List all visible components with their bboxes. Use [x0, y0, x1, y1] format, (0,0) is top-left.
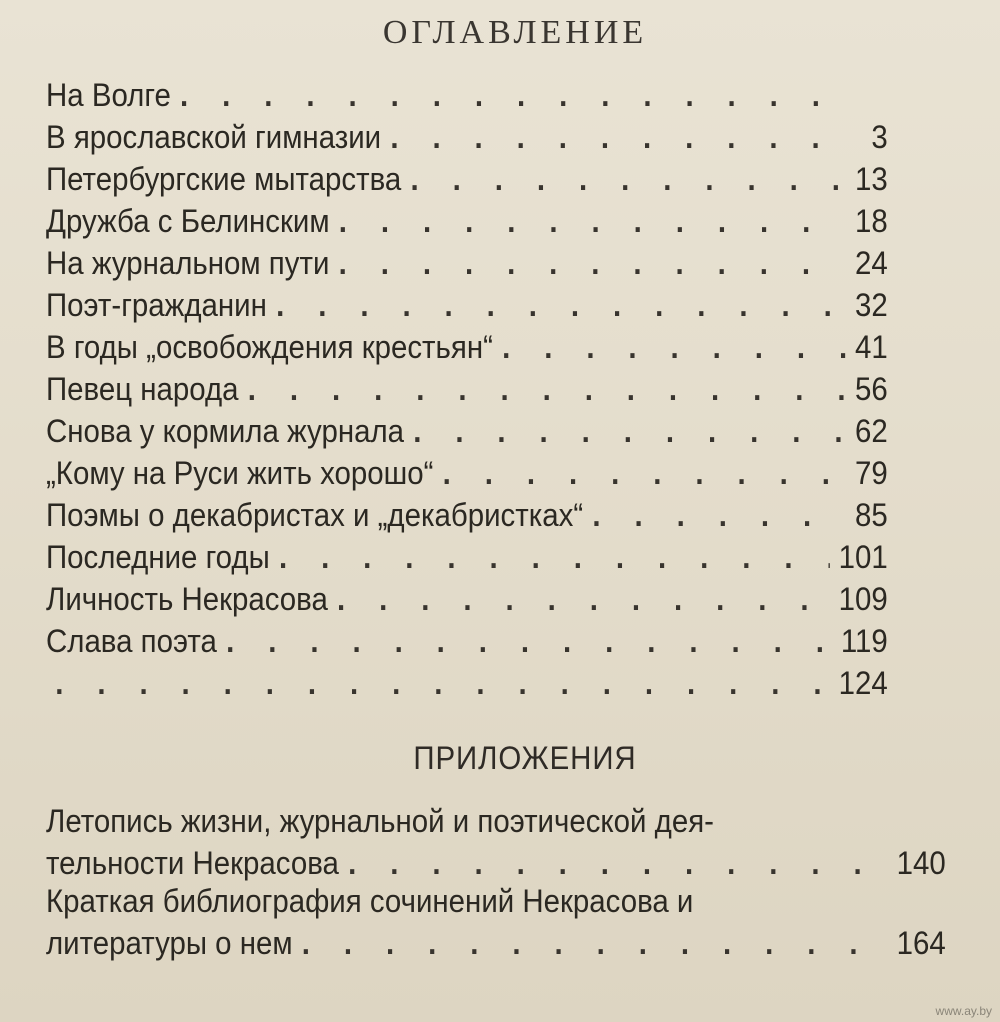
dot-leader: [276, 284, 845, 326]
dot-leader: [226, 620, 832, 662]
toc-row: [46, 410, 888, 452]
toc-row: [46, 116, 888, 158]
dot-leader: [443, 452, 846, 494]
toc-title: Петербургские мытарства: [46, 161, 402, 197]
toc-page: 62: [855, 413, 888, 449]
toc-page: 24: [855, 245, 888, 281]
toc-row: [46, 200, 888, 242]
dot-leader: [339, 200, 846, 242]
table-of-contents: [46, 74, 961, 704]
toc-row: [46, 536, 888, 578]
dot-leader: [411, 158, 846, 200]
dot-leader: [279, 536, 830, 578]
toc-page: 56: [855, 371, 888, 407]
toc-title: Слава поэта: [46, 623, 217, 659]
toc-row: [46, 158, 888, 200]
appendix-page: 140: [896, 845, 946, 881]
toc-page: 85: [855, 497, 888, 533]
dot-leader: [348, 842, 887, 884]
toc-title: Поэт-гражданин: [46, 287, 267, 323]
dot-leader: [55, 662, 829, 704]
appendix-title-line2: [46, 842, 946, 884]
toc-title: „Кому на Руси жить хорошо“: [46, 455, 434, 491]
appendix-title-line1: Краткая библиография сочинений Некрасова и: [46, 883, 694, 919]
toc-title: Последние годы: [46, 539, 270, 575]
dot-leader: [339, 242, 846, 284]
toc-title: В годы „освобождения крестьян“: [46, 329, 493, 365]
appendix-title-line2-text: литературы о нем: [46, 925, 293, 961]
appendix-page: 164: [896, 925, 946, 961]
toc-title: На журнальном пути: [46, 245, 330, 281]
toc-page: 3: [871, 119, 888, 155]
toc-title: На Волге: [46, 77, 171, 113]
toc-title: Поэмы о декабристах и „декабристках“: [46, 497, 584, 533]
toc-row: [46, 620, 888, 662]
dot-leader: [592, 494, 845, 536]
watermark: www.ay.by: [935, 1004, 992, 1018]
toc-row: [46, 326, 888, 368]
toc-page: 101: [838, 539, 888, 575]
toc-page: 79: [855, 455, 888, 491]
appendix-title-line2: [46, 922, 946, 964]
toc-row: [46, 284, 888, 326]
toc-title: В ярославской гимназии: [46, 119, 382, 155]
appendix-heading: ПРИЛОЖЕНИЯ: [413, 740, 637, 776]
toc-page: 109: [838, 581, 888, 617]
toc-title: Снова у кормила журнала: [46, 413, 404, 449]
toc-title: Личность Некрасова: [46, 581, 328, 617]
toc-page: 124: [838, 665, 888, 701]
appendix-title-line1: Летопись жизни, журнальной и поэтической дея-: [46, 803, 714, 839]
toc-row: [46, 578, 888, 620]
toc-row: [46, 494, 888, 536]
dot-leader: [248, 368, 846, 410]
appendix-item: [46, 880, 946, 964]
appendix-title-line2-text: тельности Некрасова: [46, 845, 339, 881]
toc-page: 18: [855, 203, 888, 239]
dot-leader: [390, 116, 845, 158]
dot-leader: [337, 578, 829, 620]
toc-page: 13: [855, 161, 888, 197]
toc-row: [46, 662, 888, 704]
toc-title: Певец народа: [46, 371, 239, 407]
toc-row: [46, 74, 888, 116]
dot-leader: [502, 326, 845, 368]
appendix-item: [46, 800, 946, 884]
dot-leader: [180, 74, 845, 116]
toc-page: 41: [855, 329, 888, 365]
toc-page: 119: [840, 623, 888, 659]
toc-row: [46, 242, 888, 284]
dot-leader: [302, 922, 888, 964]
toc-title: Дружба с Белинским: [46, 203, 330, 239]
toc-row: [46, 452, 888, 494]
toc-page: 32: [855, 287, 888, 323]
toc-row: [46, 368, 888, 410]
page-title: ОГЛАВЛЕНИЕ: [382, 14, 648, 51]
dot-leader: [413, 410, 845, 452]
